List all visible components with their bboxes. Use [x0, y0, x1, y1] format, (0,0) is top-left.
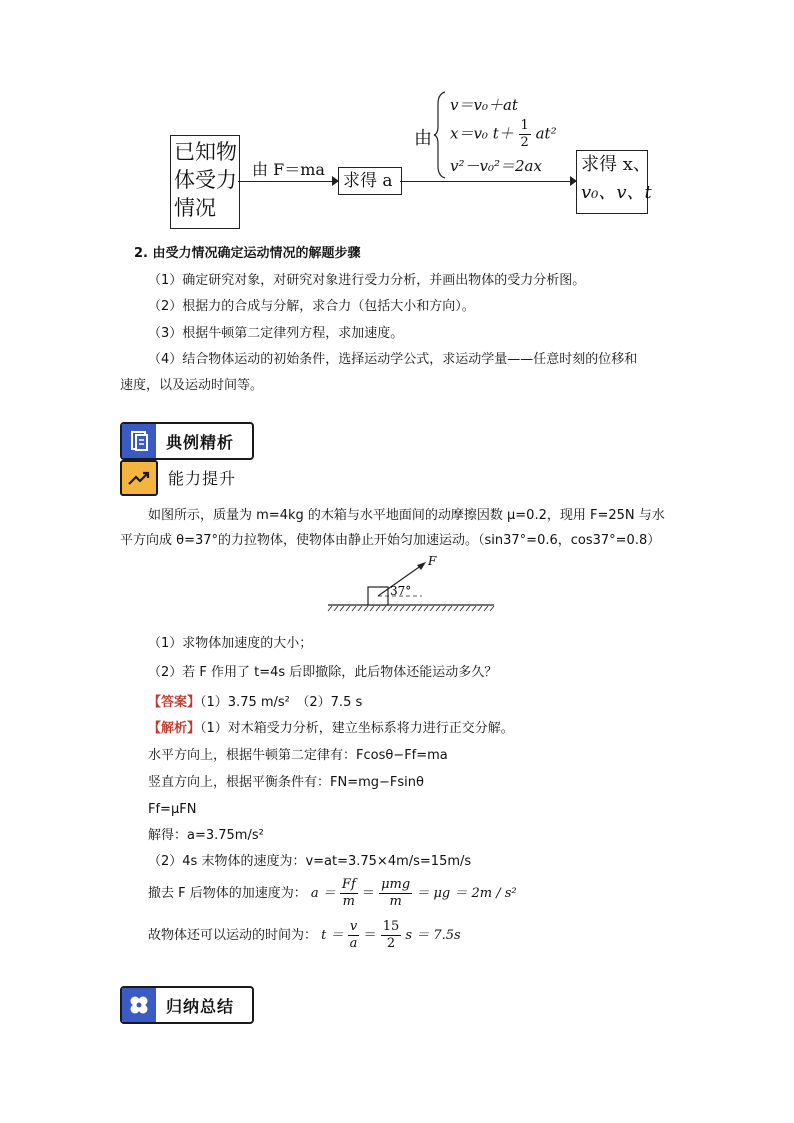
analysis-line-5: 解得：a=3.75m/s²: [148, 828, 264, 843]
frac-ff-den: m: [342, 894, 355, 909]
frac-15-den: 2: [386, 936, 396, 951]
analysis-line-6: （2）4s 末物体的速度为：v=at=3.75×4m/s=15m/s: [148, 854, 472, 869]
analysis-line-4: Ff=μFN: [148, 802, 197, 817]
section-ability-header: [120, 460, 260, 494]
arrow-line-2: [400, 181, 576, 182]
line7-prefix: 撤去 F 后物体的加速度为：: [148, 886, 307, 901]
eq2-right: at²: [535, 124, 557, 143]
eq-velocity-squared: v²－v₀²＝2ax: [450, 157, 542, 175]
frac-umg-den: m: [389, 894, 402, 909]
eq2-left: x＝v₀ t＋: [450, 124, 514, 143]
section-ability-title: 能力提升: [168, 469, 237, 488]
eq-velocity: v＝v₀＋at: [450, 96, 518, 114]
known-line-3: 情况: [174, 196, 216, 220]
clover-icon: [122, 988, 156, 1022]
steps-heading: 2. 由受力情况确定运动情况的解题步骤: [134, 246, 361, 261]
section-summary-header: [120, 986, 254, 1024]
analysis-line-2: 水平方向上，根据牛顿第二定律有：Fcosθ−Ff=ma: [148, 748, 448, 763]
angle-label: 37°: [390, 584, 412, 598]
step-1: （1）确定研究对象，对研究对象进行受力分析，并画出物体的受力分析图。: [148, 273, 586, 288]
analysis-text-1: （1）对木箱受力分析，建立坐标系将力进行正交分解。: [200, 721, 514, 736]
answer-text: （1）3.75 m/s² （2）7.5 s: [200, 695, 363, 710]
frac-15-num: 15: [382, 919, 400, 934]
question-1: （1）求物体加速度的大小；: [148, 636, 313, 651]
answer-line: [148, 694, 362, 712]
document-icon: [122, 424, 156, 458]
result-line-2: v₀、v、t: [581, 182, 652, 203]
by-label: 由: [414, 128, 432, 149]
trend-up-icon: [120, 460, 158, 496]
frac-ff-m: [340, 877, 358, 910]
step-2: （2）根据力的合成与分解，求合力（包括大小和方向）。: [148, 299, 475, 314]
step-3: （3）根据牛顿第二定律列方程，求加速度。: [148, 326, 404, 341]
analysis-line-1: [148, 720, 514, 738]
known-force-box: [170, 135, 240, 229]
frac-ff-num: Ff: [341, 877, 356, 892]
known-line-1: 已知物: [174, 140, 237, 164]
find-a-box: [338, 167, 402, 195]
frac-15-2: [381, 919, 402, 952]
eq2-den: 2: [520, 135, 529, 150]
line8-t: t ＝: [321, 928, 344, 943]
arrow-line-1: [238, 181, 338, 182]
newton-label: 由 F＝ma: [252, 160, 325, 179]
section-summary-title: 归纳总结: [166, 997, 235, 1016]
result-box: [576, 150, 652, 214]
step-4-line-1: （4）结合物体运动的初始条件，选择运动学公式，求运动学量——任意时刻的位移和: [148, 352, 638, 367]
line7-a: a ＝: [310, 886, 336, 901]
eq-displacement: [450, 118, 557, 151]
answer-tag: 【答案】: [148, 695, 201, 710]
line8-rest: s ＝ 7.5s: [405, 928, 461, 943]
known-line-2: 体受力: [174, 168, 237, 192]
analysis-line-8: [148, 914, 461, 958]
frac-umg-num: μmg: [381, 877, 411, 892]
eq2-fraction: [519, 118, 531, 151]
line7-rest: ＝ μg ＝ 2m / s²: [416, 886, 517, 901]
analysis-tag: 【解析】: [148, 721, 201, 736]
eq2-num: 1: [520, 118, 529, 133]
frac-v-num: v: [348, 919, 360, 936]
line7-eq: ＝: [361, 886, 375, 901]
line8-prefix: 故物体还可以运动的时间为：: [148, 928, 318, 943]
question-2: （2）若 F 作用了 t=4s 后即撤除，此后物体还能运动多久？: [148, 665, 498, 680]
force-label: F: [428, 554, 437, 568]
frac-umg-m: [379, 877, 412, 910]
step-4-line-2: 速度，以及运动时间等。: [120, 378, 264, 393]
section-example-title: 典例精析: [166, 433, 235, 452]
result-line-1: 求得 x、: [581, 154, 651, 175]
problem-line-2: 平方向成 θ=37°的力拉物体，使物体由静止开始匀加速运动。（sin37°=0.6，cos37°=0.8）: [120, 533, 661, 548]
analysis-line-3: 竖直方向上，根据平衡条件有：FN=mg−Fsinθ: [148, 775, 424, 790]
line8-eq: ＝: [363, 928, 377, 943]
analysis-line-7: [148, 872, 517, 916]
frac-v-a: [348, 919, 360, 952]
frac-v-den: a: [349, 936, 358, 951]
brace-icon: [433, 90, 447, 180]
problem-line-1: 如图所示，质量为 m=4kg 的木箱与水平地面间的动摩擦因数 μ=0.2，现用 F=25N 与水: [148, 508, 665, 523]
find-a-text: 求得 a: [343, 171, 393, 191]
force-diagram: [326, 553, 498, 615]
section-example-header: [120, 422, 254, 460]
